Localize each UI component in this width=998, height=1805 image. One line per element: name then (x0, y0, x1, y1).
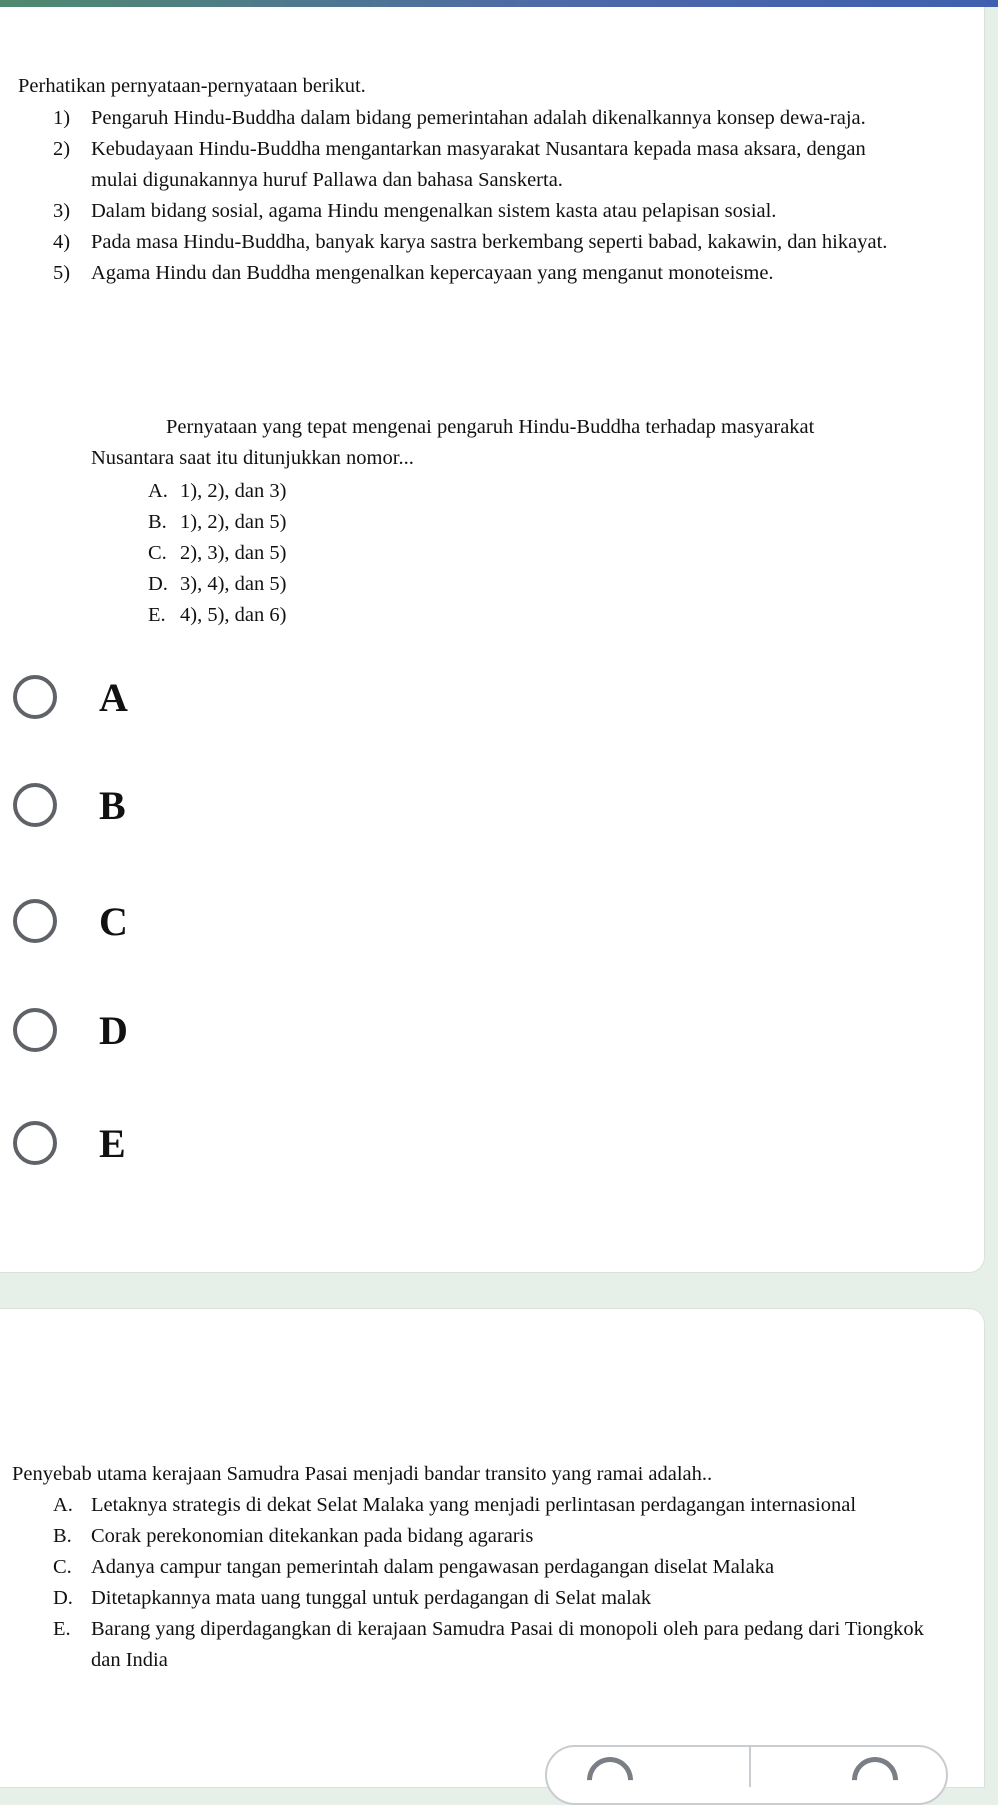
question-1-options (148, 476, 286, 631)
option-text: 1), 2), dan 5) (180, 511, 287, 533)
option-letter: A. (148, 480, 168, 502)
statement-number: 1) (53, 107, 71, 129)
answer-choice-a[interactable] (13, 667, 413, 727)
answer-choice-e[interactable] (13, 1113, 413, 1173)
choice-label: A (99, 674, 128, 720)
option-item (148, 476, 286, 507)
option-item (53, 1583, 933, 1614)
question-1-prompt-text: Pernyataan yang tepat mengenai pengaruh Hindu-Buddha terhadap masyarakat Nusantara saat itu ditunjukkan nomor... (91, 416, 815, 469)
option-letter: E. (148, 604, 166, 626)
option-item (148, 507, 286, 538)
option-text: 3), 4), dan 5) (180, 573, 287, 595)
statement-text: Pada masa Hindu-Buddha, banyak karya sastra berkembang seperti babad, kakawin, dan hikayat. (91, 231, 888, 253)
question-1-prompt (91, 412, 891, 474)
option-text: Letaknya strategis di dekat Selat Malaka yang menjadi perlintasan perdagangan internasional (91, 1494, 857, 1516)
option-text: 1), 2), dan 3) (180, 480, 287, 502)
option-letter: D. (148, 573, 168, 595)
question-2-intro: Penyebab utama kerajaan Samudra Pasai menjadi bandar transito yang ramai adalah.. (12, 1463, 713, 1485)
option-letter: D. (53, 1587, 73, 1609)
top-accent-bar (0, 0, 998, 7)
statement-item (53, 227, 903, 258)
statement-item (53, 103, 903, 134)
statement-number: 2) (53, 138, 71, 160)
choice-label: D (99, 1007, 128, 1053)
option-letter: B. (148, 511, 167, 533)
option-letter: C. (148, 542, 167, 564)
radio-button[interactable] (13, 1121, 57, 1165)
statement-text: Agama Hindu dan Buddha mengenalkan kepercayaan yang menganut monoteisme. (91, 262, 774, 284)
option-letter: E. (53, 1618, 71, 1640)
choice-label: B (99, 782, 126, 828)
option-item (148, 569, 286, 600)
option-text: Barang yang diperdagangkan di kerajaan Samudra Pasai di monopoli oleh para pedang dari Tiongkok dan India (91, 1618, 924, 1671)
option-item (53, 1552, 933, 1583)
option-item (53, 1521, 933, 1552)
statement-text: Pengaruh Hindu-Buddha dalam bidang pemerintahan adalah dikenalkannya konsep dewa-raja. (91, 107, 866, 129)
statement-item (53, 258, 903, 289)
answer-choice-d[interactable] (13, 1000, 413, 1060)
option-letter: A. (53, 1494, 73, 1516)
option-item (53, 1614, 933, 1676)
option-item (53, 1490, 933, 1521)
choice-label: C (99, 898, 128, 944)
choice-label: E (99, 1120, 126, 1166)
radio-button[interactable] (13, 899, 57, 943)
statement-number: 4) (53, 231, 71, 253)
option-text: 2), 3), dan 5) (180, 542, 287, 564)
option-text: Ditetapkannya mata uang tunggal untuk perdagangan di Selat malak (91, 1587, 652, 1609)
statement-number: 5) (53, 262, 71, 284)
question-2-options (53, 1490, 933, 1676)
statement-list (53, 103, 903, 289)
option-text: 4), 5), dan 6) (180, 604, 287, 626)
control-divider (749, 1747, 751, 1787)
statement-number: 3) (53, 200, 71, 222)
zoom-in-icon[interactable] (842, 1747, 907, 1805)
statement-item (53, 196, 903, 227)
image-zoom-control[interactable] (545, 1745, 948, 1805)
zoom-out-icon[interactable] (577, 1747, 642, 1805)
answer-choice-c[interactable] (13, 891, 413, 951)
option-text: Corak perekonomian ditekankan pada bidang agararis (91, 1525, 534, 1547)
option-item (148, 538, 286, 569)
question-1-intro: Perhatikan pernyataan-pernyataan berikut. (18, 75, 366, 97)
radio-button[interactable] (13, 783, 57, 827)
option-text: Adanya campur tangan pemerintah dalam pengawasan perdagangan diselat Malaka (91, 1556, 775, 1578)
option-letter: C. (53, 1556, 72, 1578)
statement-item (53, 134, 903, 196)
option-item (148, 600, 286, 631)
radio-button[interactable] (13, 1008, 57, 1052)
statement-text: Kebudayaan Hindu-Buddha mengantarkan masyarakat Nusantara kepada masa aksara, dengan mulai digunakannya huruf Pallawa dan bahasa Sanskerta. (91, 138, 866, 191)
statement-text: Dalam bidang sosial, agama Hindu mengenalkan sistem kasta atau pelapisan sosial. (91, 200, 777, 222)
answer-choice-b[interactable] (13, 775, 413, 835)
radio-button[interactable] (13, 675, 57, 719)
option-letter: B. (53, 1525, 72, 1547)
